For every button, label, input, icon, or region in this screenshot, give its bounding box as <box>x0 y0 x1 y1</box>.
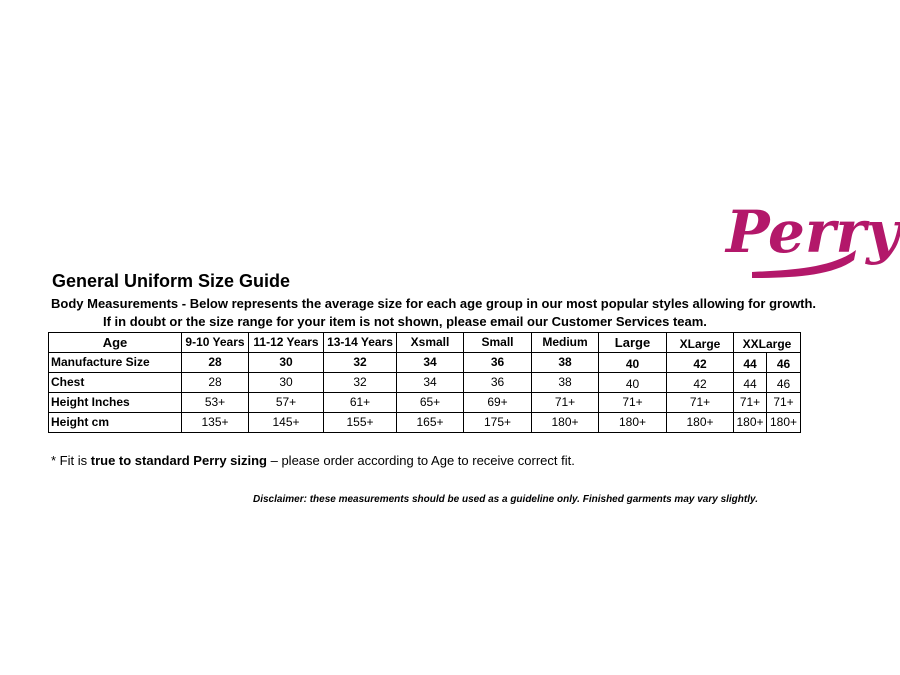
table-cell: 34 <box>397 373 464 393</box>
table-cell: 42 <box>667 373 734 393</box>
logo-text: Perry <box>726 198 900 266</box>
page-title: General Uniform Size Guide <box>52 271 291 291</box>
table-row <box>49 373 801 393</box>
disclaimer: Disclaimer: these measurements should be used as a guideline only. Finished garments may vary slightly. <box>253 494 758 505</box>
table-cell: 32 <box>324 373 397 393</box>
table-cell: 57+ <box>249 393 324 413</box>
table-cell: 28 <box>182 353 249 373</box>
table-cell: 135+ <box>182 413 249 433</box>
table-cell: 34 <box>397 353 464 373</box>
header-cell: Age <box>49 333 182 353</box>
header-cell: 11-12 Years <box>249 333 324 353</box>
fit-note-prefix: * Fit is <box>51 453 91 468</box>
intro-line-1: Body Measurements - Below represents the average size for each age group in our most popular styles allowing for growth. <box>51 296 817 311</box>
table-cell: 71+ <box>667 393 734 413</box>
table-cell: 180+ <box>532 413 599 433</box>
header-cell: Xsmall <box>397 333 464 353</box>
table-cell: 44 <box>734 353 767 373</box>
intro-line-2: If in doubt or the size range for your item is not shown, please email our Customer Services team. <box>103 314 707 329</box>
header-cell: 13-14 Years <box>324 333 397 353</box>
table-cell: 180+ <box>667 413 734 433</box>
table-cell: 30 <box>249 373 324 393</box>
header-cell: Large <box>599 333 667 353</box>
table-cell: 165+ <box>397 413 464 433</box>
row-label: Manufacture Size <box>49 353 182 373</box>
table-cell: 71+ <box>734 393 767 413</box>
fit-note-suffix: – please order according to Age to receive correct fit. <box>267 453 575 468</box>
header-cell: 9-10 Years <box>182 333 249 353</box>
row-label: Height Inches <box>49 393 182 413</box>
table-cell: 38 <box>532 353 599 373</box>
fit-note <box>51 453 575 468</box>
table-row <box>49 393 801 413</box>
table-cell: 155+ <box>324 413 397 433</box>
header-row <box>49 333 801 353</box>
table-cell: 53+ <box>182 393 249 413</box>
table-cell: 69+ <box>464 393 532 413</box>
header-cell: Medium <box>532 333 599 353</box>
size-guide-table <box>48 332 801 433</box>
fit-note-emphasis: true to standard Perry sizing <box>90 453 267 468</box>
table-cell: 46 <box>767 373 801 393</box>
table-cell: 145+ <box>249 413 324 433</box>
table-row <box>49 353 801 373</box>
table-cell: 61+ <box>324 393 397 413</box>
table-cell: 32 <box>324 353 397 373</box>
table-cell: 36 <box>464 353 532 373</box>
table-cell: 180+ <box>599 413 667 433</box>
perry-logo <box>722 188 900 280</box>
table-cell: 180+ <box>734 413 767 433</box>
table-cell: 40 <box>599 353 667 373</box>
table-cell: 175+ <box>464 413 532 433</box>
table-cell: 42 <box>667 353 734 373</box>
table-cell: 30 <box>249 353 324 373</box>
table-cell: 65+ <box>397 393 464 413</box>
table-cell: 44 <box>734 373 767 393</box>
table-cell: 38 <box>532 373 599 393</box>
header-cell: XXLarge <box>734 333 801 353</box>
table-cell: 36 <box>464 373 532 393</box>
header-cell: XLarge <box>667 333 734 353</box>
table-cell: 71+ <box>599 393 667 413</box>
table-cell: 46 <box>767 353 801 373</box>
table-row <box>49 413 801 433</box>
table-cell: 180+ <box>767 413 801 433</box>
table-cell: 28 <box>182 373 249 393</box>
table-cell: 40 <box>599 373 667 393</box>
header-cell: Small <box>464 333 532 353</box>
table-cell: 71+ <box>532 393 599 413</box>
row-label: Height cm <box>49 413 182 433</box>
table-cell: 71+ <box>767 393 801 413</box>
row-label: Chest <box>49 373 182 393</box>
